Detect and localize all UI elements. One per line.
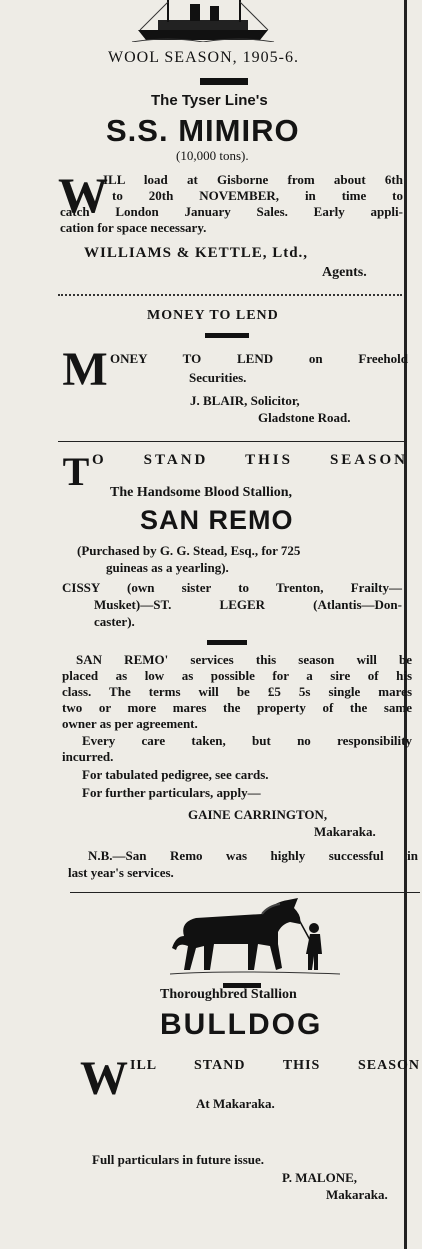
agent-role: Agents. [322,265,367,280]
terms-line: two or more mares the property of the same [62,700,412,715]
terms-line: SAN REMO' services this season will be [76,652,412,667]
ship-owner: The Tyser Line's [151,92,268,109]
san-remo-name: SAN REMO [140,505,294,535]
terms-line: placed as low as possible for a sire of his [62,668,412,683]
divider-bar [205,333,249,338]
nb-line: last year's services. [68,865,174,880]
money-text-line: ONEY TO LEND on Freehold [110,351,408,366]
pedigree-line: Musket)—ST. LEGER (Atlantis—Don- [94,597,402,612]
horse-and-groom-icon [170,898,340,978]
terms-line: class. The terms will be £5 5s single mares [62,684,412,699]
contact-name: GAINE CARRINGTON, [188,807,328,822]
san-remo-subtitle: The Handsome Blood Stallion, [110,485,293,500]
contact-place: Makaraka. [314,824,376,839]
bulldog-heading: ILL STAND THIS SEASON [130,1058,420,1073]
divider-bar [207,640,247,645]
particulars-note: For further particulars, apply— [82,785,261,800]
purchase-line: guineas as a yearling). [106,560,229,575]
rule-divider [58,441,404,442]
dotted-divider [58,294,402,296]
money-heading: MONEY TO LEND [147,308,279,323]
bulldog-contact-place: Makaraka. [326,1187,388,1202]
wool-text-line: catch London January Sales. Early appli- [60,204,403,219]
wool-text-line: cation for space necessary. [60,220,207,235]
terms-line: owner as per agreement. [62,716,198,731]
solicitor-address: Gladstone Road. [258,410,351,425]
san-remo-heading: O STAND THIS SEASON [92,452,408,468]
nb-line: N.B.—San Remo was highly successful in [88,848,418,863]
bulldog-name: BULLDOG [160,1008,323,1041]
wool-text-line: to 20th NOVEMBER, in time to [112,188,403,203]
wool-text-line: ILL load at Gisborne from about 6th [103,172,403,187]
pedigree-line: caster). [94,614,135,629]
pedigree-line: CISSY (own sister to Trenton, Frailty— [62,580,402,595]
divider-bar [200,78,248,85]
care-line: incurred. [62,749,114,764]
ship-tonnage: (10,000 tons). [176,148,249,163]
solicitor-name: J. BLAIR, Solicitor, [190,393,300,408]
drop-cap-w: W [58,167,108,223]
bulldog-subtitle: Thoroughbred Stallion [160,987,297,1002]
ship-name: S.S. MIMIRO [106,113,300,148]
purchase-line: (Purchased by G. G. Stead, Esq., for 725 [77,543,301,558]
drop-cap-w: W [80,1052,128,1105]
steamship-icon [128,0,278,42]
rule-divider [70,892,420,893]
agent-name: WILLIAMS & KETTLE, Ltd., [84,245,309,261]
bulldog-note: Full particulars in future issue. [92,1152,265,1167]
drop-cap-t: T [62,449,90,494]
money-text-line: Securities. [189,370,247,385]
pedigree-note: For tabulated pedigree, see cards. [82,767,269,782]
wool-season-heading: WOOL SEASON, 1905-6. [108,49,299,66]
drop-cap-m: M [62,343,108,396]
care-line: Every care taken, but no responsibility [82,733,412,748]
bulldog-contact: P. MALONE, [282,1170,357,1185]
bulldog-place: At Makaraka. [196,1096,275,1111]
